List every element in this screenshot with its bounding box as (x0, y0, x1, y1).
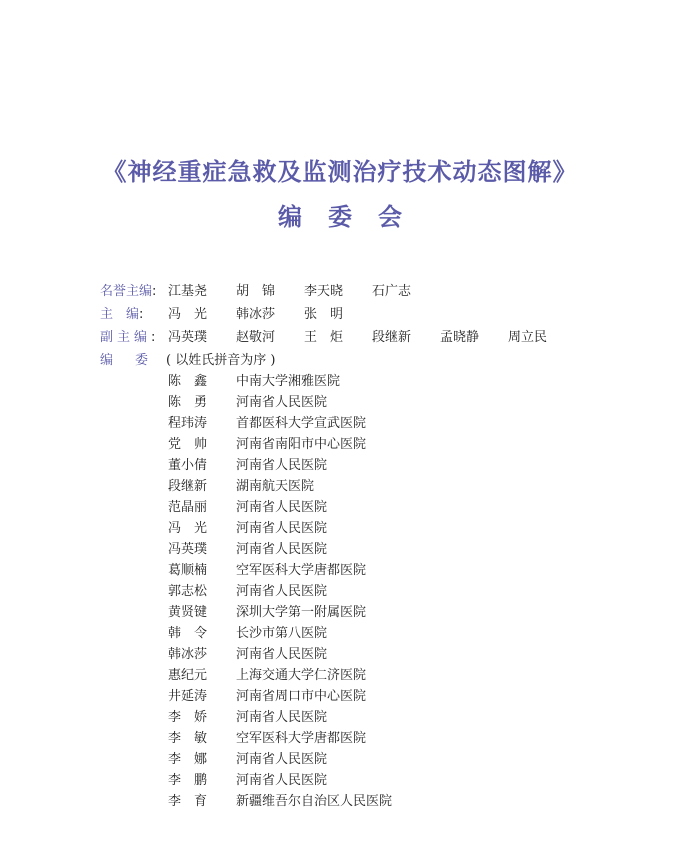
member-row (168, 497, 628, 518)
member-hospital: 河南省人民医院 (236, 584, 328, 599)
editor-name: 张 明 (304, 307, 344, 322)
member-name: 李 娜 (168, 752, 208, 767)
member-row (168, 371, 628, 392)
member-hospital: 河南省人民医院 (236, 773, 328, 788)
member-hospital: 河南省人民医院 (236, 500, 328, 515)
committee-sort-note: ( 以姓氏拼音为序 ) (166, 353, 276, 368)
member-name: 李 育 (168, 794, 208, 809)
member-name: 葛顺楠 (168, 563, 208, 578)
chief-editors-row (100, 303, 660, 326)
member-name: 范晶丽 (168, 500, 208, 515)
member-name: 程玮涛 (168, 416, 208, 431)
roles-section (100, 280, 660, 372)
honorary-editors-names (168, 280, 440, 303)
member-name: 李 敏 (168, 731, 208, 746)
member-hospital: 深圳大学第一附属医院 (236, 605, 367, 620)
member-hospital: 空军医科大学唐都医院 (236, 731, 367, 746)
member-row (168, 413, 628, 434)
editor-name: 王 炬 (304, 330, 344, 345)
member-hospital: 中南大学湘雅医院 (236, 374, 341, 389)
member-name: 李 娇 (168, 710, 208, 725)
honorary-editors-label: 名誉主编: (100, 284, 157, 299)
member-hospital: 空军医科大学唐都医院 (236, 563, 367, 578)
member-name: 韩冰莎 (168, 647, 208, 662)
committee-label: 编委 (100, 353, 171, 368)
member-row (168, 392, 628, 413)
member-hospital: 河南省南阳市中心医院 (236, 437, 367, 452)
member-hospital: 湖南航天医院 (236, 479, 315, 494)
editor-name: 韩冰莎 (236, 307, 276, 322)
member-hospital: 河南省人民医院 (236, 647, 328, 662)
member-name: 韩 令 (168, 626, 208, 641)
member-name: 冯英璞 (168, 542, 208, 557)
editor-name: 孟晓静 (440, 330, 480, 345)
editor-name: 江基尧 (168, 284, 208, 299)
member-hospital: 长沙市第八医院 (236, 626, 328, 641)
member-row (168, 518, 628, 539)
member-hospital: 河南省人民医院 (236, 710, 328, 725)
editor-name: 冯英璞 (168, 330, 208, 345)
member-row (168, 749, 628, 770)
member-name: 惠纪元 (168, 668, 208, 683)
member-name: 冯 光 (168, 521, 208, 536)
member-hospital: 河南省人民医院 (236, 458, 328, 473)
editor-name: 李天晓 (304, 284, 344, 299)
member-row (168, 770, 628, 791)
member-hospital: 河南省人民医院 (236, 752, 328, 767)
member-row (168, 665, 628, 686)
member-name: 李 鹏 (168, 773, 208, 788)
member-row (168, 434, 628, 455)
editor-name: 石广志 (372, 284, 412, 299)
member-row (168, 623, 628, 644)
member-hospital: 河南省人民医院 (236, 542, 328, 557)
member-hospital: 河南省人民医院 (236, 395, 328, 410)
member-hospital: 新疆维吾尔自治区人民医院 (236, 794, 393, 809)
editor-name: 赵敬河 (236, 330, 276, 345)
editor-name: 胡 锦 (236, 284, 276, 299)
member-hospital: 河南省周口市中心医院 (236, 689, 367, 704)
member-hospital: 上海交通大学仁济医院 (236, 668, 367, 683)
member-row (168, 644, 628, 665)
book-title: 《神经重症急救及监测治疗技术动态图解》 (102, 158, 578, 186)
member-row (168, 539, 628, 560)
member-row (168, 476, 628, 497)
editor-name: 段继新 (372, 330, 412, 345)
member-name: 段继新 (168, 479, 208, 494)
committee-members-list (168, 371, 628, 812)
member-row (168, 602, 628, 623)
committee-heading: 编委会 (278, 203, 428, 231)
deputy-editors-label: 副主编: (100, 330, 156, 345)
member-hospital: 河南省人民医院 (236, 521, 328, 536)
member-row (168, 707, 628, 728)
member-name: 陈 鑫 (168, 374, 208, 389)
member-row (168, 581, 628, 602)
member-row (168, 791, 628, 812)
editor-name: 周立民 (508, 330, 548, 345)
chief-editors-label: 主 编: (100, 307, 144, 322)
committee-row (100, 349, 660, 372)
member-name: 郭志松 (168, 584, 208, 599)
deputy-editors-row (100, 326, 660, 349)
member-name: 党 帅 (168, 437, 208, 452)
editor-name: 冯 光 (168, 307, 208, 322)
member-row (168, 455, 628, 476)
member-name: 陈 勇 (168, 395, 208, 410)
honorary-editors-row (100, 280, 660, 303)
member-name: 井延涛 (168, 689, 208, 704)
member-name: 董小倩 (168, 458, 208, 473)
chief-editors-names (168, 303, 372, 326)
member-hospital: 首都医科大学宣武医院 (236, 416, 367, 431)
member-row (168, 560, 628, 581)
member-row (168, 728, 628, 749)
member-name: 黄贤键 (168, 605, 208, 620)
member-row (168, 686, 628, 707)
deputy-editors-names (168, 326, 576, 349)
